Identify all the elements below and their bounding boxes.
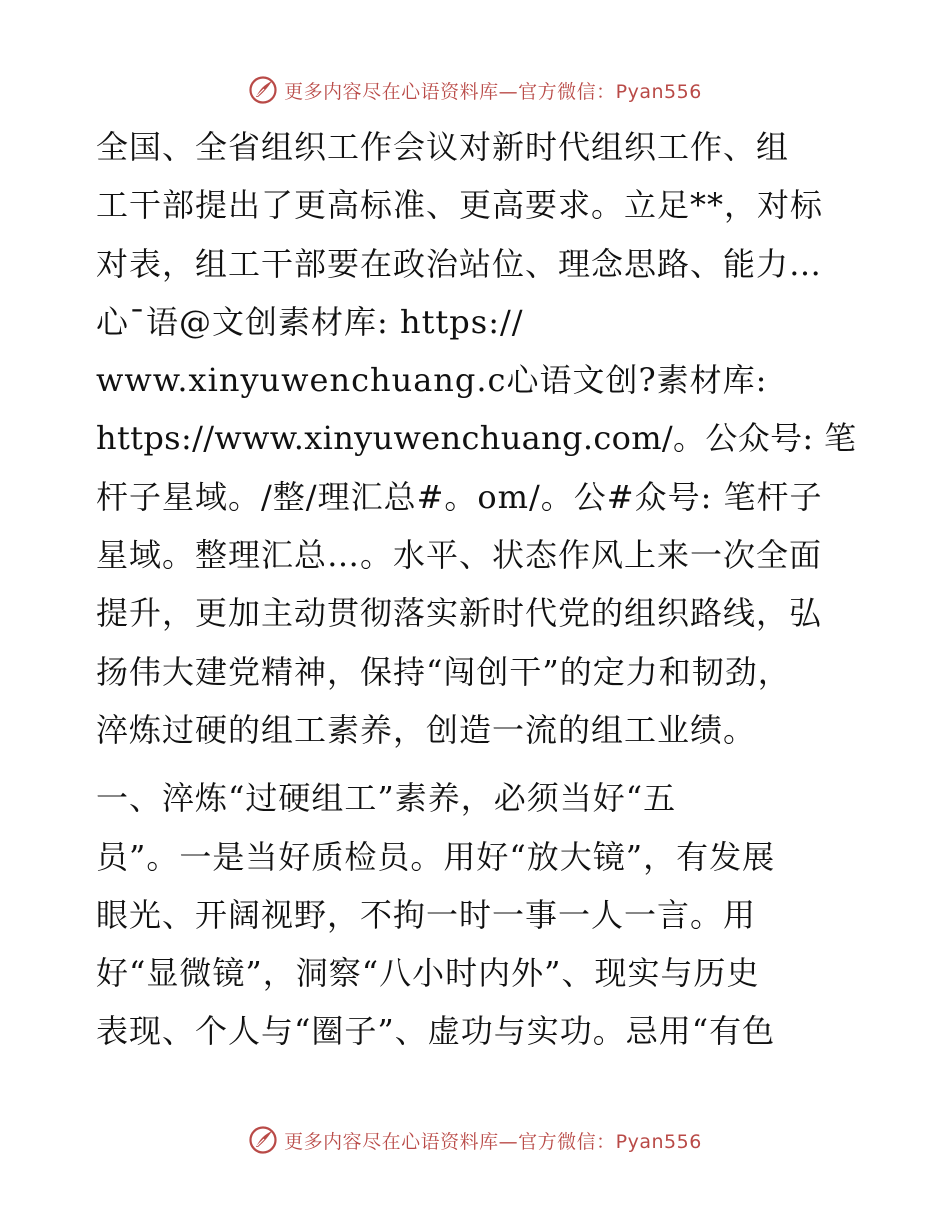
text-line: 全国、全省组织工作会议对新时代组织工作、组: [96, 128, 790, 166]
text-line: 心¯语@文创素材库: https://: [96, 302, 524, 341]
text-line: 提升，更加主动贯彻落实新时代党的组织路线，弘: [96, 594, 823, 633]
footer-banner: [0, 1122, 950, 1158]
banner-text: 更多内容尽在心语资料库—官方微信：Pyan556: [284, 1130, 702, 1153]
text-line: 一、淬炼“过硬组工”素养，必须当好“五: [96, 779, 677, 818]
text-line: 工干部提出了更高标准、更高要求。立足**，对标: [96, 186, 824, 225]
text-line: 表现、个人与“圈子”、虚功与实功。忌用“有色: [96, 1012, 776, 1051]
text-line: 杆子星域。/整/理汇总#。om/。公#众号: 笔杆子: [96, 477, 823, 516]
text-line: 淬炼过硬的组工素养，创造一流的组工业绩。: [96, 710, 757, 749]
quill-seal-logo: [248, 75, 278, 105]
quill-seal-logo: [248, 1125, 278, 1155]
paragraph-intro: [96, 118, 856, 759]
text-line: 星域。整理汇总…。水平、状态作风上来一次全面: [96, 536, 823, 575]
text-line: 扬伟大建党精神，保持“闯创干”的定力和韧劲，: [96, 652, 791, 691]
text-line: 对表，组工干部要在政治站位、理念思路、能力…: [96, 244, 823, 283]
text-line: www.xinyuwenchuang.c心语文创?素材库:: [96, 361, 768, 400]
text-line: 眼光、开阔视野，不拘一时一事一人一言。用: [96, 895, 757, 934]
banner-text: 更多内容尽在心语资料库—官方微信：Pyan556: [284, 80, 702, 103]
document-body: [96, 118, 856, 1061]
text-line: 好“显微镜”，洞察“八小时内外”、现实与历史: [96, 954, 760, 993]
text-line: https://www.xinyuwenchuang.com/。公众号: 笔: [96, 419, 857, 458]
header-banner: [0, 72, 950, 108]
paragraph-section-one: [96, 769, 856, 1060]
text-line: 员”。一是当好质检员。用好“放大镜”，有发展: [96, 837, 776, 876]
